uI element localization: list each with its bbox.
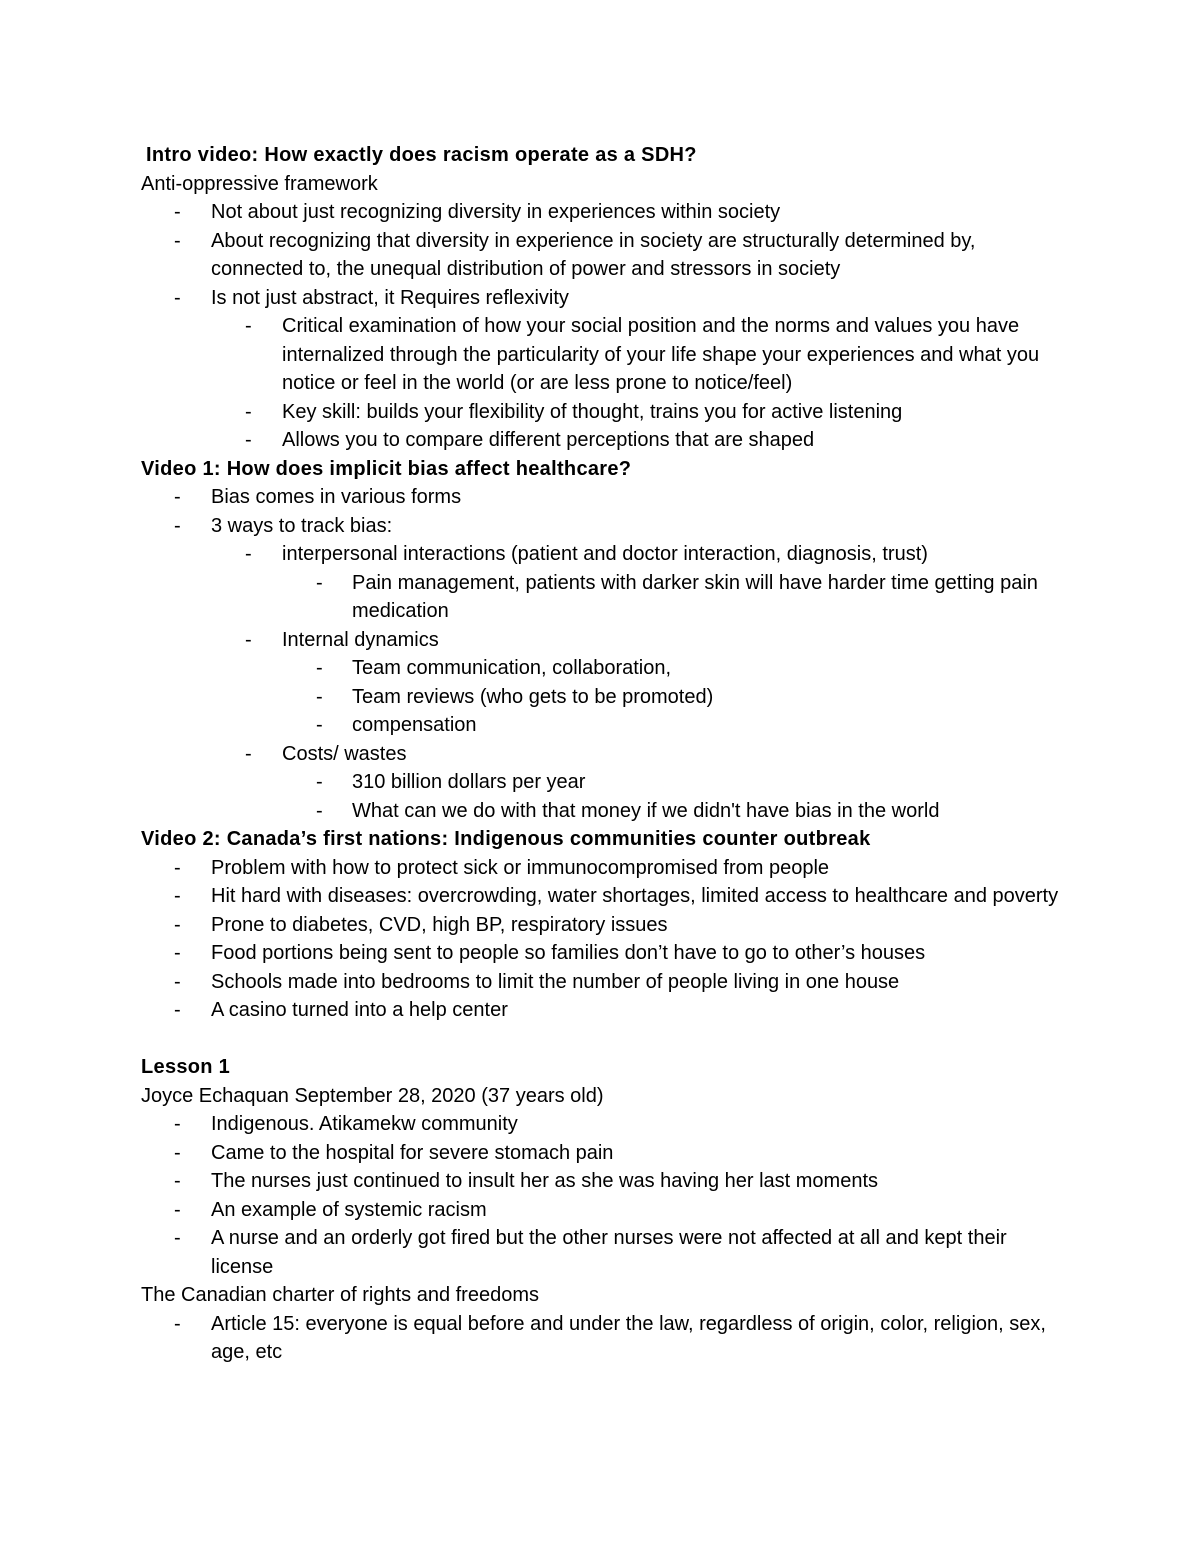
list-item	[141, 968, 1071, 997]
list-item-text: What can we do with that money if we didn't have bias in the world	[352, 799, 940, 822]
list-item	[141, 911, 1071, 940]
list-item	[141, 512, 1071, 541]
dash-bullet: -	[174, 1113, 181, 1135]
list-item-text: Allows you to compare different perceptions that are shaped	[282, 429, 815, 451]
section-heading: Lesson 1	[141, 1056, 231, 1078]
dash-bullet: -	[174, 486, 181, 508]
list-item	[141, 740, 1071, 769]
dash-bullet: -	[316, 714, 323, 736]
dash-bullet: -	[316, 771, 323, 793]
list-item	[141, 540, 1071, 569]
list-item	[141, 654, 1071, 683]
dash-bullet: -	[174, 942, 181, 964]
list-item	[141, 854, 1071, 883]
list-item-text: Is not just abstract, it Requires reflexivity	[211, 286, 569, 309]
dash-bullet: -	[174, 856, 181, 879]
list-item	[141, 939, 1071, 968]
list-item-text: Key skill: builds your flexibility of thought, trains you for active listening	[282, 400, 903, 423]
document-page	[141, 141, 1071, 1367]
dash-bullet: -	[174, 514, 181, 537]
list-item	[141, 426, 1071, 455]
list-item-text: Schools made into bedrooms to limit the number of people living in one house	[211, 970, 900, 993]
list-item-text: Team communication, collaboration,	[352, 657, 672, 679]
blank-line	[141, 1025, 1071, 1054]
paragraph-line: Anti-oppressive framework	[141, 172, 378, 195]
list-item-text: A nurse and an orderly got fired but the other nurses were not affected at all and kept their license	[211, 1227, 1007, 1278]
list-item-text: Problem with how to protect sick or immunocompromised from people	[211, 856, 830, 879]
list-item	[141, 312, 1071, 398]
list-item-text: interpersonal interactions (patient and doctor interaction, diagnosis, trust)	[282, 543, 928, 565]
list-item-text: Critical examination of how your social position and the norms and values you have internalized through the particularity of your life shape your experiences and what you notice or feel in the world (or are less prone to notice/feel)	[282, 315, 1040, 394]
list-item-text: compensation	[352, 714, 477, 736]
list-item	[141, 626, 1071, 655]
dash-bullet: -	[174, 970, 181, 993]
list-item-text: Food portions being sent to people so families don’t have to go to other’s houses	[211, 942, 926, 964]
dash-bullet: -	[245, 628, 252, 651]
list-item	[141, 284, 1071, 313]
dash-bullet: -	[245, 400, 252, 423]
list-item-text: 310 billion dollars per year	[352, 771, 586, 793]
dash-bullet: -	[174, 1141, 181, 1164]
paragraph-line: The Canadian charter of rights and freedoms	[141, 1284, 539, 1306]
dash-bullet: -	[174, 229, 181, 252]
list-item-text: Hit hard with diseases: overcrowding, water shortages, limited access to healthcare and poverty	[211, 885, 1059, 907]
list-item	[141, 398, 1071, 427]
list-item	[141, 1110, 1071, 1139]
dash-bullet: -	[245, 429, 252, 451]
dash-bullet: -	[245, 742, 252, 765]
list-item	[141, 882, 1071, 911]
dash-bullet: -	[316, 571, 323, 594]
list-item-text: Internal dynamics	[282, 628, 439, 651]
list-item-text: Pain management, patients with darker skin will have harder time getting pain medication	[352, 571, 1038, 622]
list-item	[141, 198, 1071, 227]
list-item-text: Indigenous. Atikamekw community	[211, 1113, 518, 1135]
section-heading: Intro video: How exactly does racism operate as a SDH?	[146, 144, 697, 166]
list-item-text: 3 ways to track bias:	[211, 514, 393, 537]
section-heading: Video 2: Canada’s first nations: Indigenous communities counter outbreak	[141, 828, 871, 850]
list-item	[141, 483, 1071, 512]
list-item	[141, 1167, 1071, 1196]
dash-bullet: -	[316, 799, 323, 822]
list-item	[141, 1310, 1071, 1367]
paragraph-line: Joyce Echaquan September 28, 2020 (37 years old)	[141, 1084, 604, 1107]
list-item	[141, 569, 1071, 626]
dash-bullet: -	[174, 1227, 181, 1249]
dash-bullet: -	[174, 1312, 181, 1335]
dash-bullet: -	[316, 685, 323, 708]
list-item-text: Team reviews (who gets to be promoted)	[352, 685, 714, 708]
list-item	[141, 683, 1071, 712]
list-item-text: The nurses just continued to insult her as she was having her last moments	[211, 1170, 879, 1192]
dash-bullet: -	[245, 315, 252, 337]
list-item-text: Costs/ wastes	[282, 742, 407, 765]
list-item	[141, 1224, 1071, 1281]
dash-bullet: -	[174, 201, 181, 223]
dash-bullet: -	[174, 1170, 181, 1192]
list-item-text: Article 15: everyone is equal before and under the law, regardless of origin, color, religion, sex, age, etc	[211, 1312, 1046, 1363]
list-item-text: Came to the hospital for severe stomach pain	[211, 1141, 614, 1164]
list-item-text: Prone to diabetes, CVD, high BP, respiratory issues	[211, 913, 668, 936]
dash-bullet: -	[174, 885, 181, 907]
list-item-text: An example of systemic racism	[211, 1198, 487, 1221]
list-item	[141, 1196, 1071, 1225]
list-item	[141, 1139, 1071, 1168]
dash-bullet: -	[174, 913, 181, 936]
dash-bullet: -	[174, 286, 181, 309]
list-item	[141, 996, 1071, 1025]
dash-bullet: -	[245, 543, 252, 565]
dash-bullet: -	[174, 999, 181, 1021]
list-item	[141, 711, 1071, 740]
list-item-text: Not about just recognizing diversity in experiences within society	[211, 201, 781, 223]
list-item-text: Bias comes in various forms	[211, 486, 462, 508]
dash-bullet: -	[316, 657, 323, 679]
list-item	[141, 768, 1071, 797]
dash-bullet: -	[174, 1198, 181, 1221]
list-item-text: About recognizing that diversity in experience in society are structurally determined by, connected to, the unequal distribution of power and stressors in society	[211, 229, 976, 280]
list-item-text: A casino turned into a help center	[211, 999, 508, 1021]
list-item	[141, 227, 1071, 284]
section-heading: Video 1: How does implicit bias affect healthcare?	[141, 457, 632, 480]
list-item	[141, 797, 1071, 826]
